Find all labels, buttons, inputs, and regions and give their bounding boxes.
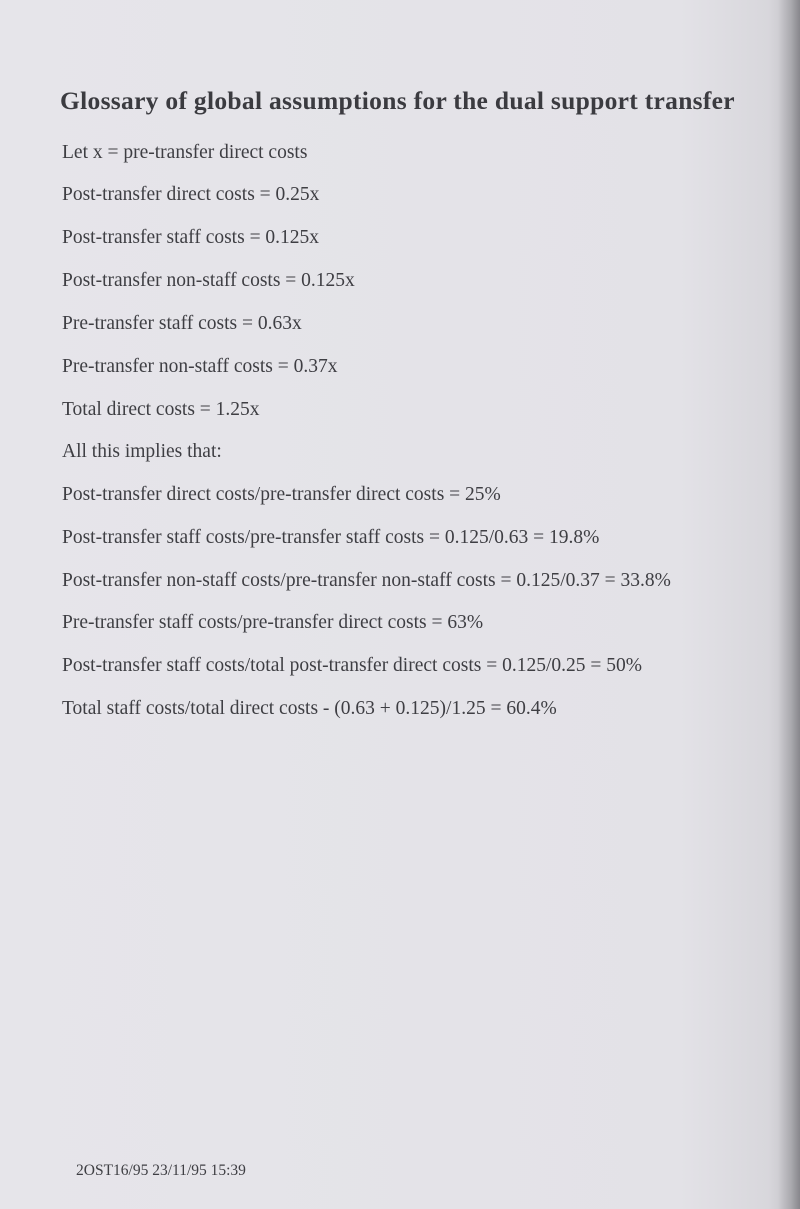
definition-post-transfer-non-staff-costs: Post-transfer non-staff costs = 0.125x — [62, 270, 355, 291]
ratio-direct-costs: Post-transfer direct costs/pre-transfer direct costs = 25% — [62, 484, 501, 505]
definition-post-transfer-direct-costs: Post-transfer direct costs = 0.25x — [62, 184, 320, 205]
ratio-non-staff-costs: Post-transfer non-staff costs/pre-transfer non-staff costs = 0.125/0.37 = 33.8% — [62, 570, 671, 591]
definition-post-transfer-staff-costs: Post-transfer staff costs = 0.125x — [62, 227, 320, 248]
ratio-staff-costs: Post-transfer staff costs/pre-transfer staff costs = 0.125/0.63 = 19.8% — [62, 527, 600, 548]
page-edge-shadow — [778, 0, 800, 1209]
definition-total-direct-costs: Total direct costs = 1.25x — [62, 399, 260, 420]
document-reference-footer: 2OST16/95 23/11/95 15:39 — [76, 1162, 246, 1179]
implication-intro: All this implies that: — [62, 441, 222, 462]
definition-pre-transfer-staff-costs: Pre-transfer staff costs = 0.63x — [62, 313, 302, 334]
page-title: Glossary of global assumptions for the dual support transfer — [60, 86, 735, 115]
definition-pre-transfer-non-staff-costs: Pre-transfer non-staff costs = 0.37x — [62, 356, 338, 377]
ratio-pre-transfer-staff-share: Pre-transfer staff costs/pre-transfer direct costs = 63% — [62, 612, 484, 633]
ratio-post-transfer-staff-share: Post-transfer staff costs/total post-transfer direct costs = 0.125/0.25 = 50% — [62, 655, 642, 676]
definition-let-x: Let x = pre-transfer direct costs — [62, 142, 308, 163]
ratio-total-staff-share: Total staff costs/total direct costs - (0.63 + 0.125)/1.25 = 60.4% — [62, 698, 557, 719]
